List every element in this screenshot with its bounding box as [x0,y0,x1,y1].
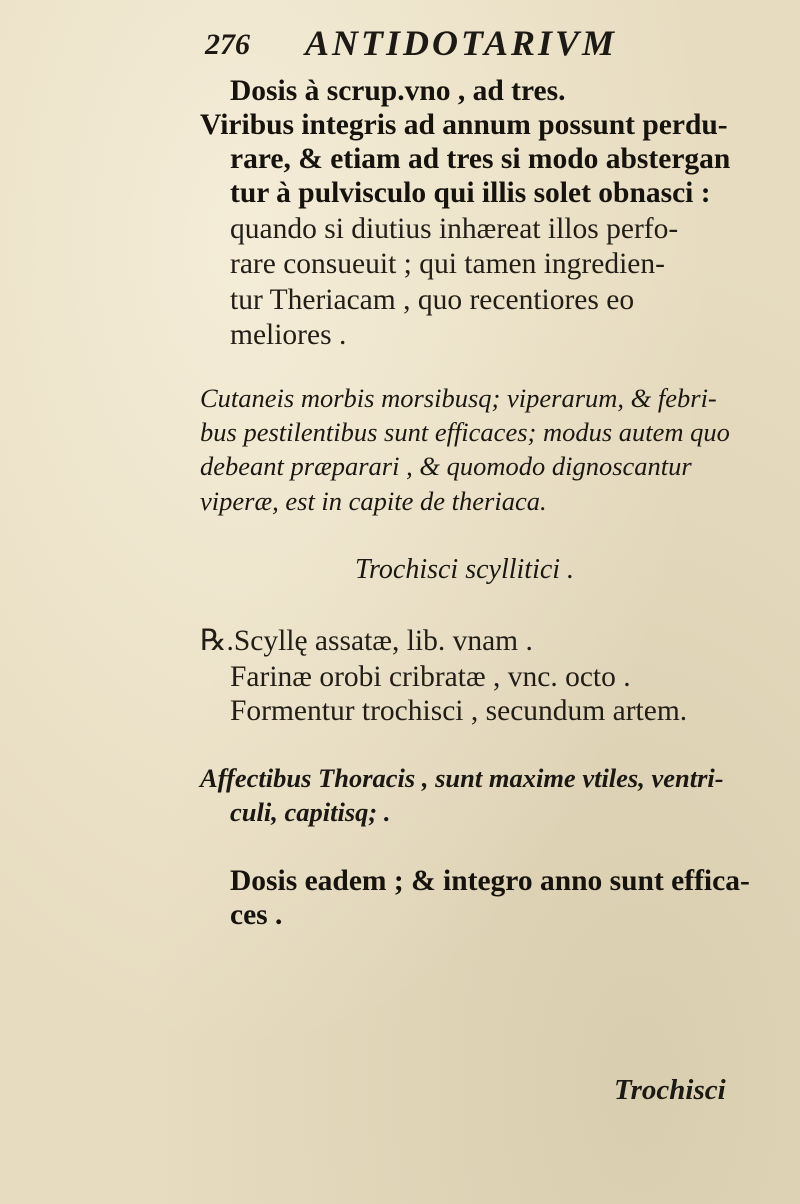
catchword: Trochisci [614,1074,726,1106]
text-line: Dosis eadem ; & integro anno sunt effica- [230,865,750,897]
section-heading: Trochisci scyllitici . [355,554,575,585]
italic-line: culi, capitisq; . [230,797,391,827]
recipe-line: Farinæ orobi cribratæ , vnc. octo . [230,661,631,693]
italic-line: Cutaneis morbis morsibusq; viperarum, & febri- [200,383,717,413]
recipe-line: Formentur trochisci , secundum artem. [230,695,688,727]
text-line: quando si diutius inhæreat illos perfo- [230,213,679,245]
italic-line: Affectibus Thoracis , sunt maxime vtiles, ventri- [200,763,724,793]
running-title: ANTIDOTARIVM [305,23,618,63]
page-number: 276 [205,28,250,61]
text-line: tur Theriacam , quo recentiores eo [230,284,635,316]
page-header [205,22,675,66]
recipe-line: ℞.Scyllę assatæ, lib. vnam . [200,625,533,657]
italic-line: bus pestilentibus sunt efficaces; modus autem quo [200,417,730,447]
italic-line: viperæ, est in capite de theriaca. [200,486,547,516]
text-line: Viribus integris ad annum possunt perdu- [200,109,728,141]
italic-line: debeant præparari , & quomodo dignoscantur [200,451,692,481]
text-line: rare, & etiam ad tres si modo abstergan [230,143,731,175]
text-line: rare consueuit ; qui tamen ingredien- [230,248,665,280]
text-line: tur à pulvisculo qui illis solet obnasci : [230,177,711,209]
text-line: ces . [230,899,283,931]
text-line: meliores . [230,319,347,351]
text-line: Dosis à scrup.vno , ad tres. [230,75,566,107]
